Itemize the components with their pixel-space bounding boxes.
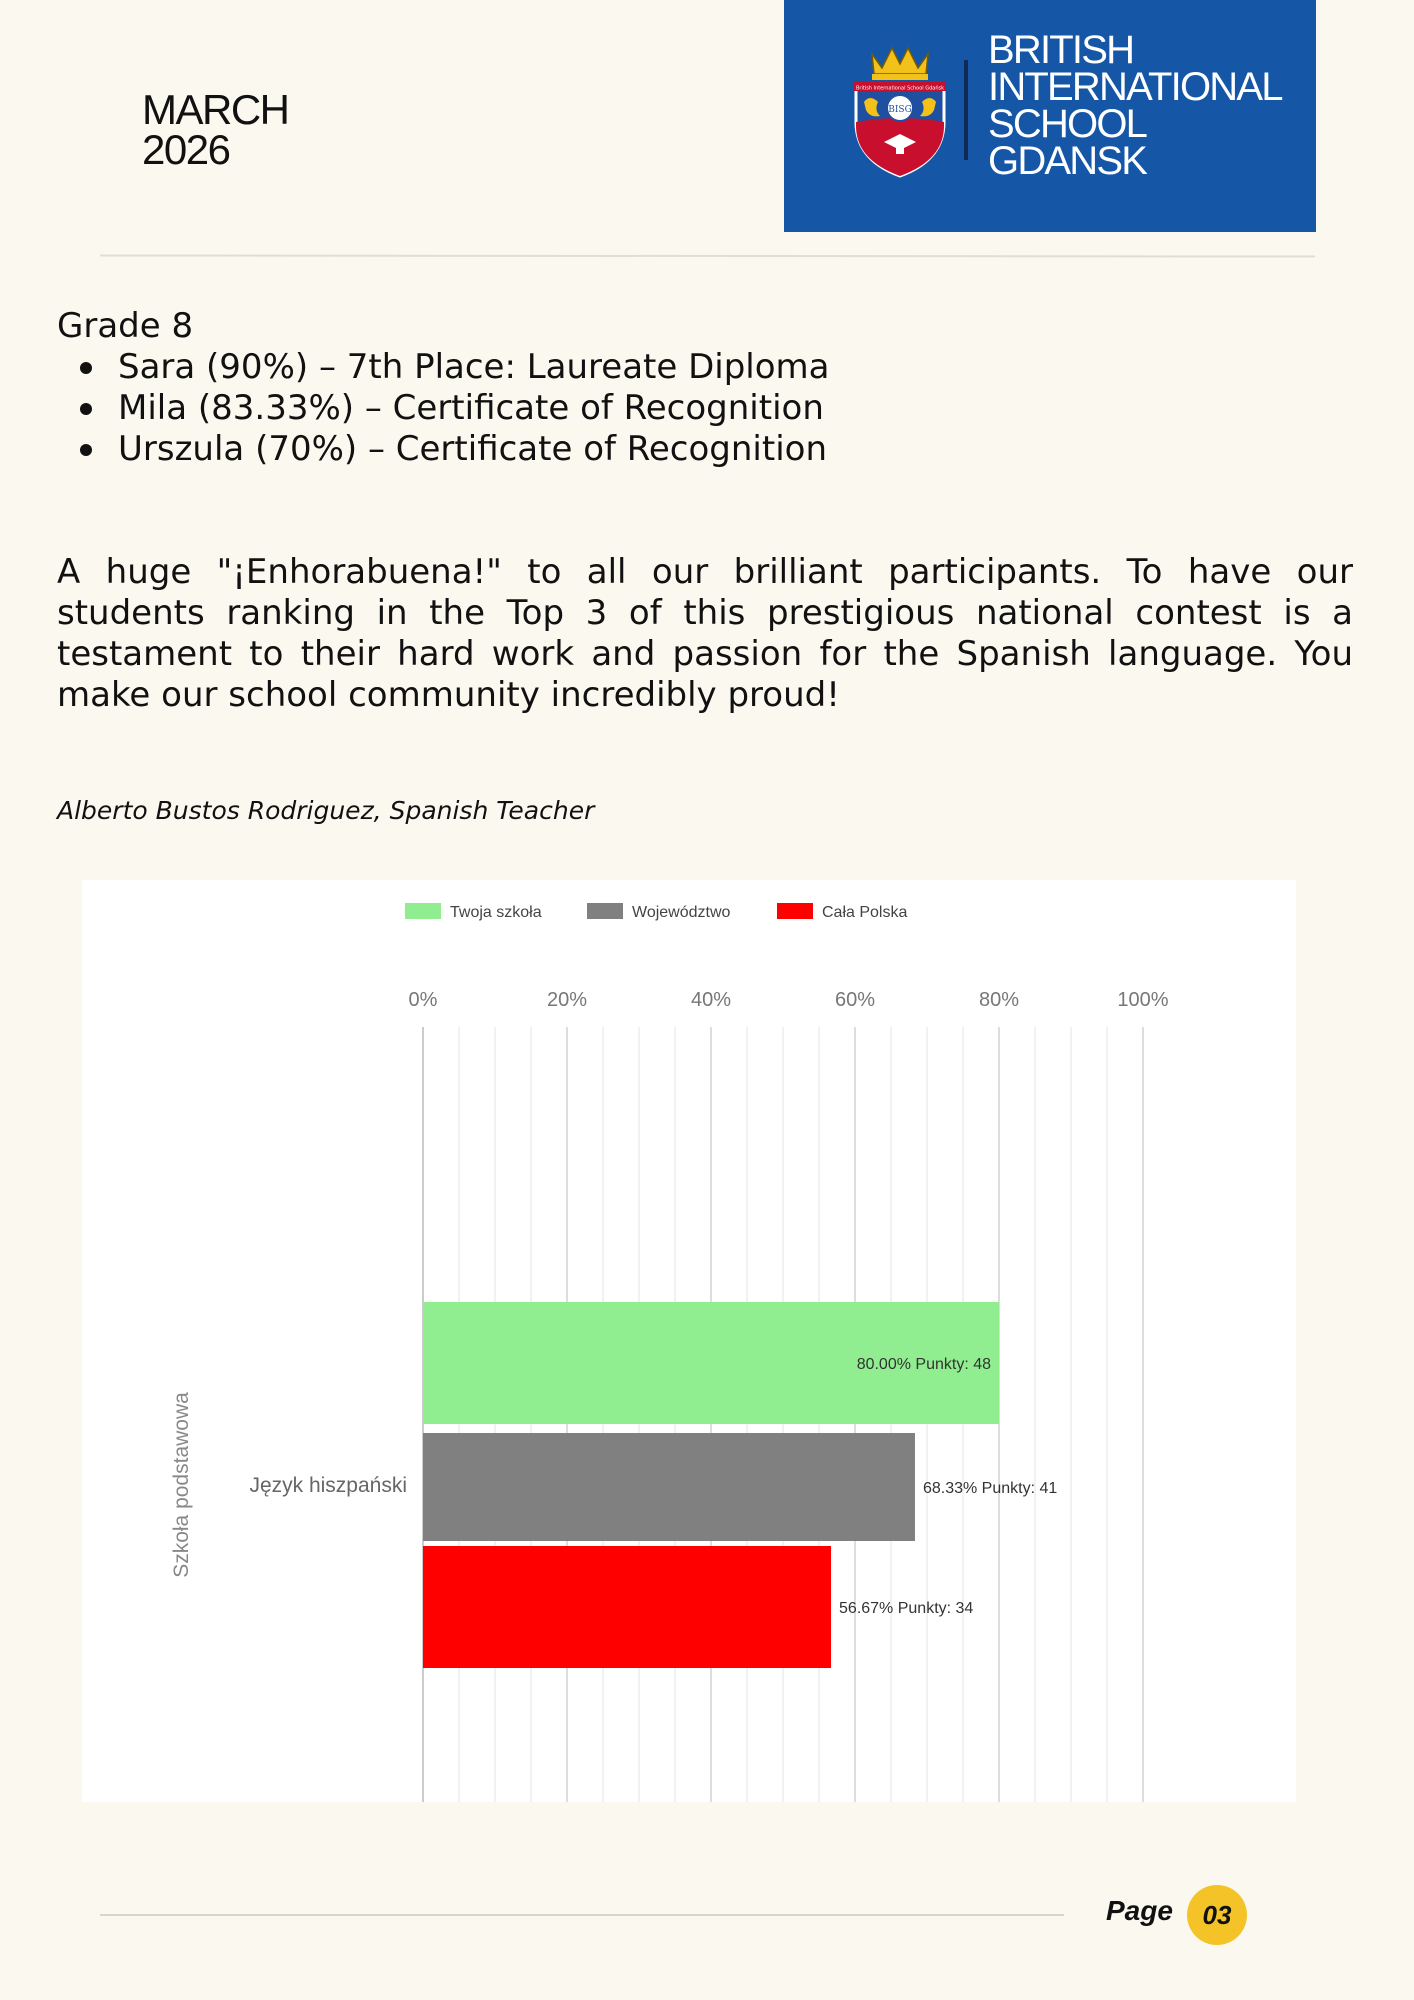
x-tick-label: 0% xyxy=(408,989,438,1011)
results-chart xyxy=(82,880,1296,1802)
date-year: 2026 xyxy=(142,126,230,173)
congratulations-message: A huge "¡Enhorabuena!" to all our brilliant participants. To have our students ranking in the Top 3 of this prestigious national contest is a testament to their hard work and passion for the Spanish language. You make our school community incredibly proud! xyxy=(57,552,1353,715)
school-name-line: INTERNATIONAL xyxy=(988,65,1282,109)
legend-label: Twoja szkoła xyxy=(450,904,542,921)
brand-divider xyxy=(964,60,968,160)
author-signature: Alberto Bustos Rodriguez, Spanish Teacher xyxy=(57,796,595,825)
category-label: Język hiszpański xyxy=(249,1474,407,1497)
svg-text:British International School G: British International School Gdańsk xyxy=(855,85,945,92)
school-name-line: GDANSK xyxy=(988,139,1147,183)
page-label: Page xyxy=(1106,1895,1173,1926)
data-label: 68.33% Punkty: 41 xyxy=(922,1480,1058,1497)
x-tick-label: 80% xyxy=(978,989,1020,1011)
svg-text:BISG: BISG xyxy=(888,105,912,115)
data-label: 80.00% Punkty: 48 xyxy=(856,1356,991,1373)
legend-swatch xyxy=(587,903,623,919)
legend-swatch xyxy=(405,903,441,919)
grade-heading: Grade 8 xyxy=(57,306,194,346)
legend-label: Cała Polska xyxy=(822,904,908,921)
bar-chart xyxy=(82,880,1296,1802)
school-name-line: SCHOOL xyxy=(988,102,1147,146)
header-divider xyxy=(100,254,1315,257)
results-list xyxy=(57,347,830,470)
result-item: Mila (83.33%) – Certificate of Recognition xyxy=(57,388,830,429)
school-brand-banner xyxy=(784,0,1316,232)
page-number-badge: 03 xyxy=(1187,1885,1247,1945)
data-label: 56.67% Punkty: 34 xyxy=(839,1600,974,1617)
x-tick-label: 40% xyxy=(690,989,732,1011)
bar xyxy=(423,1433,915,1541)
x-tick-label: 20% xyxy=(546,989,588,1011)
bar xyxy=(423,1546,831,1668)
y-axis-title: Szkoła podstawowa xyxy=(170,1392,193,1578)
x-tick-label: 60% xyxy=(834,989,876,1011)
school-crest-logo xyxy=(850,44,950,178)
footer-divider xyxy=(100,1914,1064,1916)
legend-swatch xyxy=(777,903,813,919)
date-month: MARCH xyxy=(142,86,289,133)
x-tick-label: 100% xyxy=(1117,989,1169,1011)
school-name-line: BRITISH xyxy=(988,28,1134,72)
newsletter-date xyxy=(142,86,289,173)
legend-label: Województwo xyxy=(632,904,731,921)
result-item: Urszula (70%) – Certificate of Recognition xyxy=(57,429,830,470)
school-name xyxy=(988,28,1282,183)
result-item: Sara (90%) – 7th Place: Laureate Diploma xyxy=(57,347,830,388)
